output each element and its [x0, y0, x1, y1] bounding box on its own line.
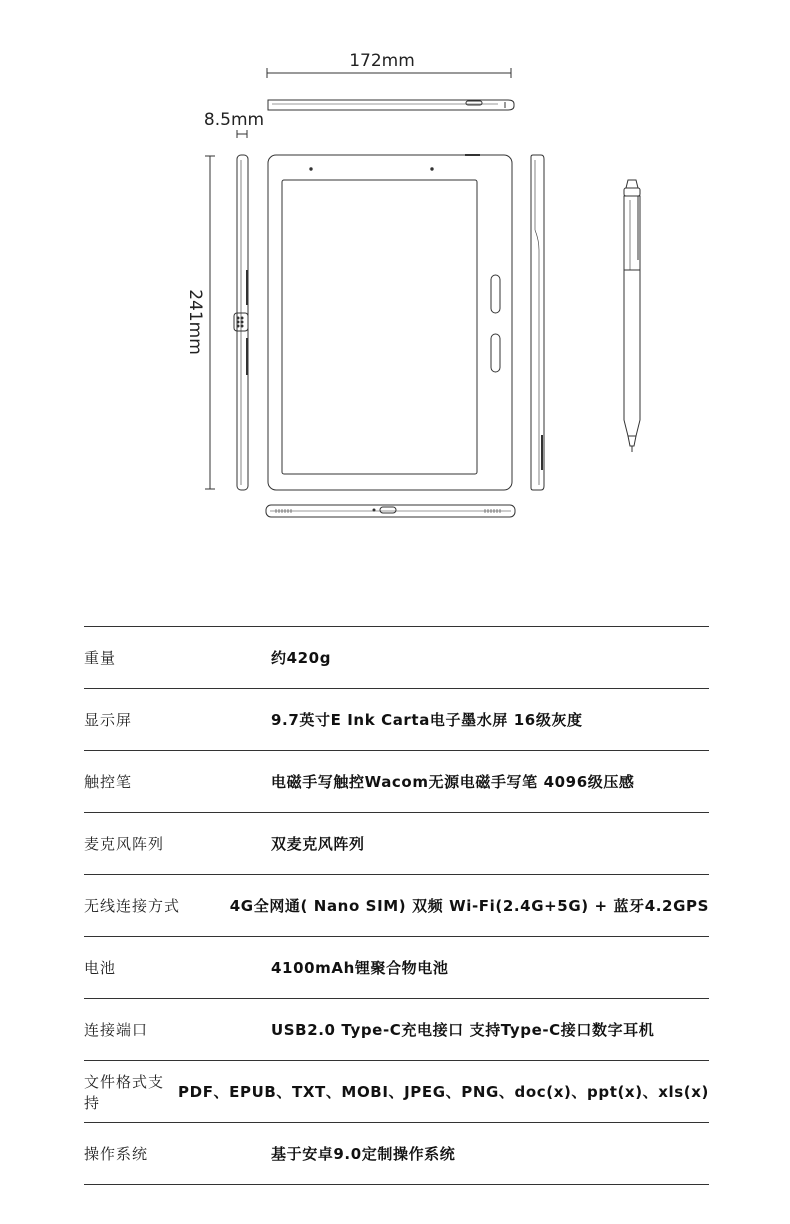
spec-row-display — [84, 689, 709, 751]
spec-label: 触控笔 — [84, 773, 133, 791]
spec-row-weight — [84, 627, 709, 689]
spec-value: 约420g — [271, 649, 332, 667]
spec-label: 连接端口 — [84, 1021, 149, 1039]
thickness-label: 8.5mm — [203, 110, 265, 130]
spec-label: 操作系统 — [84, 1145, 149, 1163]
device-bottom-view — [266, 505, 515, 517]
spec-label: 文件格式支持 — [84, 1072, 165, 1112]
height-label: 241mm — [185, 289, 205, 355]
spec-value: 4100mAh锂聚合物电池 — [271, 959, 449, 977]
spec-table — [84, 626, 709, 1185]
spec-row-microphone — [84, 813, 709, 875]
spec-value: 基于安卓9.0定制操作系统 — [271, 1145, 456, 1163]
spec-label: 麦克风阵列 — [84, 835, 165, 853]
spec-row-file-formats — [84, 1061, 709, 1123]
device-top-view — [268, 100, 514, 110]
width-dimension — [267, 51, 511, 78]
spec-value: PDF、EPUB、TXT、MOBI、JPEG、PNG、doc(x)、ppt(x)、xls(x) — [178, 1083, 709, 1101]
height-dimension — [185, 156, 215, 489]
spec-label: 无线连接方式 — [84, 897, 181, 915]
device-front-view — [268, 155, 512, 490]
spec-value: USB2.0 Type-C充电接口 支持Type-C接口数字耳机 — [271, 1021, 655, 1039]
device-dimension-diagram — [0, 0, 790, 600]
spec-row-stylus — [84, 751, 709, 813]
spec-row-os — [84, 1123, 709, 1185]
spec-row-ports — [84, 999, 709, 1061]
stylus-pen — [624, 180, 640, 452]
spec-row-battery — [84, 937, 709, 999]
device-right-side-view — [531, 155, 544, 490]
device-left-side-view — [234, 155, 248, 490]
spec-value: 电磁手写触控Wacom无源电磁手写笔 4096级压感 — [271, 773, 635, 791]
spec-label: 显示屏 — [84, 711, 133, 729]
spec-value: 双麦克风阵列 — [271, 835, 365, 853]
width-label: 172mm — [349, 51, 415, 71]
spec-value: 4G全网通( Nano SIM) 双频 Wi-Fi(2.4G+5G) + 蓝牙4.2GPS — [229, 897, 709, 915]
spec-value: 9.7英寸E Ink Carta电子墨水屏 16级灰度 — [271, 711, 583, 729]
spec-label: 重量 — [84, 649, 117, 667]
thickness-dimension — [204, 110, 264, 138]
spec-label: 电池 — [84, 959, 117, 977]
spec-row-wireless — [84, 875, 709, 937]
